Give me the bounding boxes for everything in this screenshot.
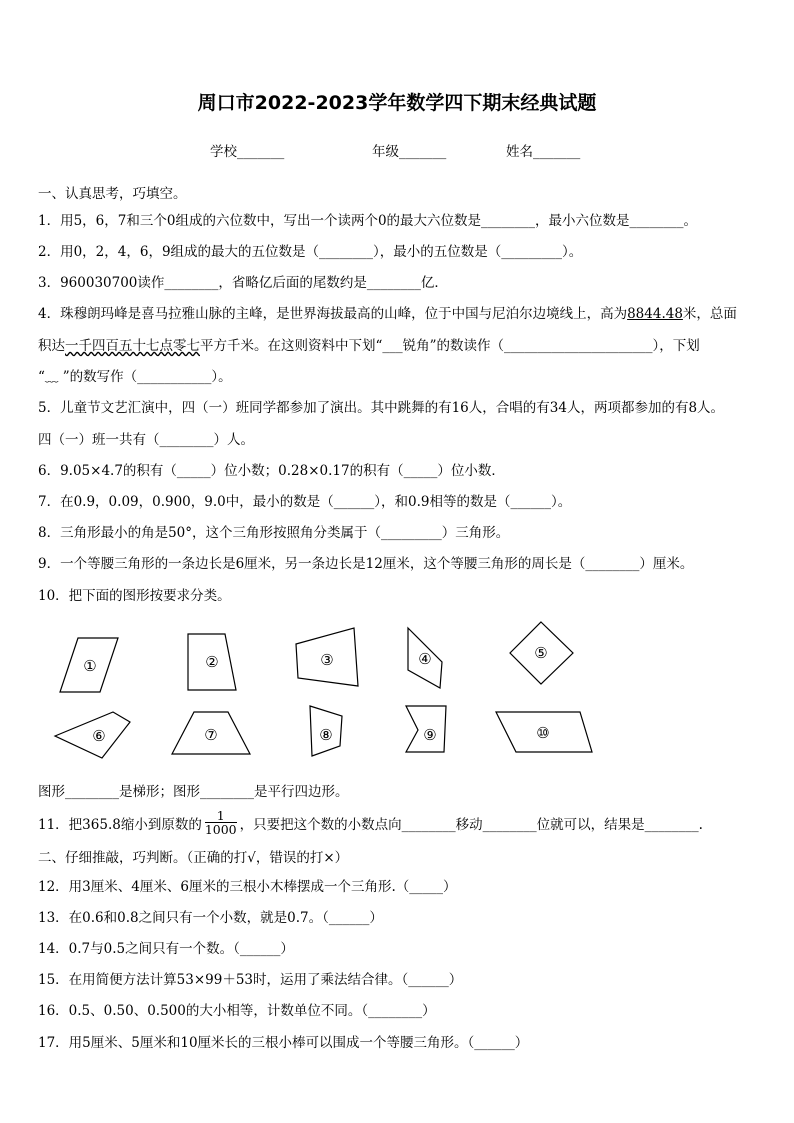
question-2: 2．用0，2，4，6，9组成的最大的五位数是（________），最小的五位数是（_________）。: [38, 244, 583, 260]
shape-8-label: ⑧: [319, 726, 333, 744]
question-4-line-3: “﹏ ”的数写作（___________）。: [38, 369, 232, 385]
shape-7-label: ⑦: [204, 726, 218, 744]
shape-9-label: ⑨: [423, 726, 437, 744]
name-field[interactable]: 姓名_______: [506, 144, 581, 160]
question-4-line-2: 积达一千四百五十七点零七平方千米。在这则资料中下划“___锐角”的数读作（______________________），下划: [38, 338, 700, 354]
question-15: 15．在用简便方法计算53×99＋53时，运用了乘法结合律。（______）: [38, 972, 463, 988]
question-5-line-2: 四（一）班一共有（________）人。: [38, 432, 254, 448]
question-6: 6．9.05×4.7的积有（_____）位小数；0.28×0.17的积有（_____）位小数．: [38, 463, 505, 479]
shapes-figure: [40, 620, 610, 770]
wavy-underlined-number: 一千四百五十七点零七: [65, 338, 200, 354]
question-9: 9．一个等腰三角形的一条边长是6厘米，另一条边长是12厘米，这个等腰三角形的周长是（________）厘米。: [38, 556, 694, 572]
fraction: $\frac{1}{1000}$: [204, 808, 237, 837]
question-10: 10．把下面的图形按要求分类。: [38, 588, 231, 604]
shape-10-label: ⑩: [536, 724, 550, 742]
question-11: 11．把365.8缩小到原数的 $\frac{1}{1000}$ ，只要把这个数的小数点向________移动________位就可以，结果是________.: [38, 808, 703, 837]
question-4-line-1: 4．珠穆朗玛峰是喜马拉雅山脉的主峰，是世界海拔最高的山峰，位于中国与尼泊尔边境线上，高为8844.48米，总面: [38, 306, 737, 322]
shape-1-label: ①: [83, 657, 97, 675]
question-7: 7．在0.9，0.09，0.900，9.0中，最小的数是（______），和0.9相等的数是（______）。: [38, 494, 572, 510]
question-16: 16．0.5、0.50、0.500的大小相等，计数单位不同。（________）: [38, 1003, 436, 1019]
question-1: 1．用5，6，7和三个0组成的六位数中，写出一个读两个0的最大六位数是________，最小六位数是________。: [38, 213, 698, 229]
shape-3-label: ③: [320, 651, 334, 669]
section-2-heading: 二、仔细推敲，巧判断。（正确的打√，错误的打×）: [38, 850, 349, 866]
shape-6-label: ⑥: [92, 727, 106, 745]
underlined-number: 8844.48: [627, 306, 683, 322]
question-12: 12．用3厘米、4厘米、6厘米的三根小木棒摆成一个三角形.（_____）: [38, 879, 457, 895]
question-10-answer: 图形________是梯形；图形________是平行四边形。: [38, 784, 349, 800]
question-14: 14．0.7与0.5之间只有一个数。（______）: [38, 941, 294, 957]
shape-5-label: ⑤: [534, 644, 548, 662]
school-field[interactable]: 学校_______: [210, 144, 285, 160]
question-17: 17．用5厘米、5厘米和10厘米长的三根小棒可以围成一个等腰三角形。（______）: [38, 1035, 529, 1051]
question-5-line-1: 5．儿童节文艺汇演中，四（一）班同学都参加了演出。其中跳舞的有16人，合唱的有34人，两项都参加的有8人。: [38, 400, 725, 416]
question-13: 13．在0.6和0.8之间只有一个小数，就是0.7。（______）: [38, 910, 383, 926]
section-1-heading: 一、认真思考，巧填空。: [38, 186, 187, 202]
page-title: 周口市2022-2023学年数学四下期末经典试题: [197, 92, 597, 114]
question-3: 3．960030700读作________，省略亿后面的尾数约是________亿．: [38, 275, 448, 291]
grade-field[interactable]: 年级_______: [372, 144, 447, 160]
question-8: 8．三角形最小的角是50°，这个三角形按照角分类属于（_________）三角形。: [38, 525, 510, 541]
shape-2-label: ②: [205, 653, 219, 671]
shape-4-label: ④: [418, 650, 432, 668]
